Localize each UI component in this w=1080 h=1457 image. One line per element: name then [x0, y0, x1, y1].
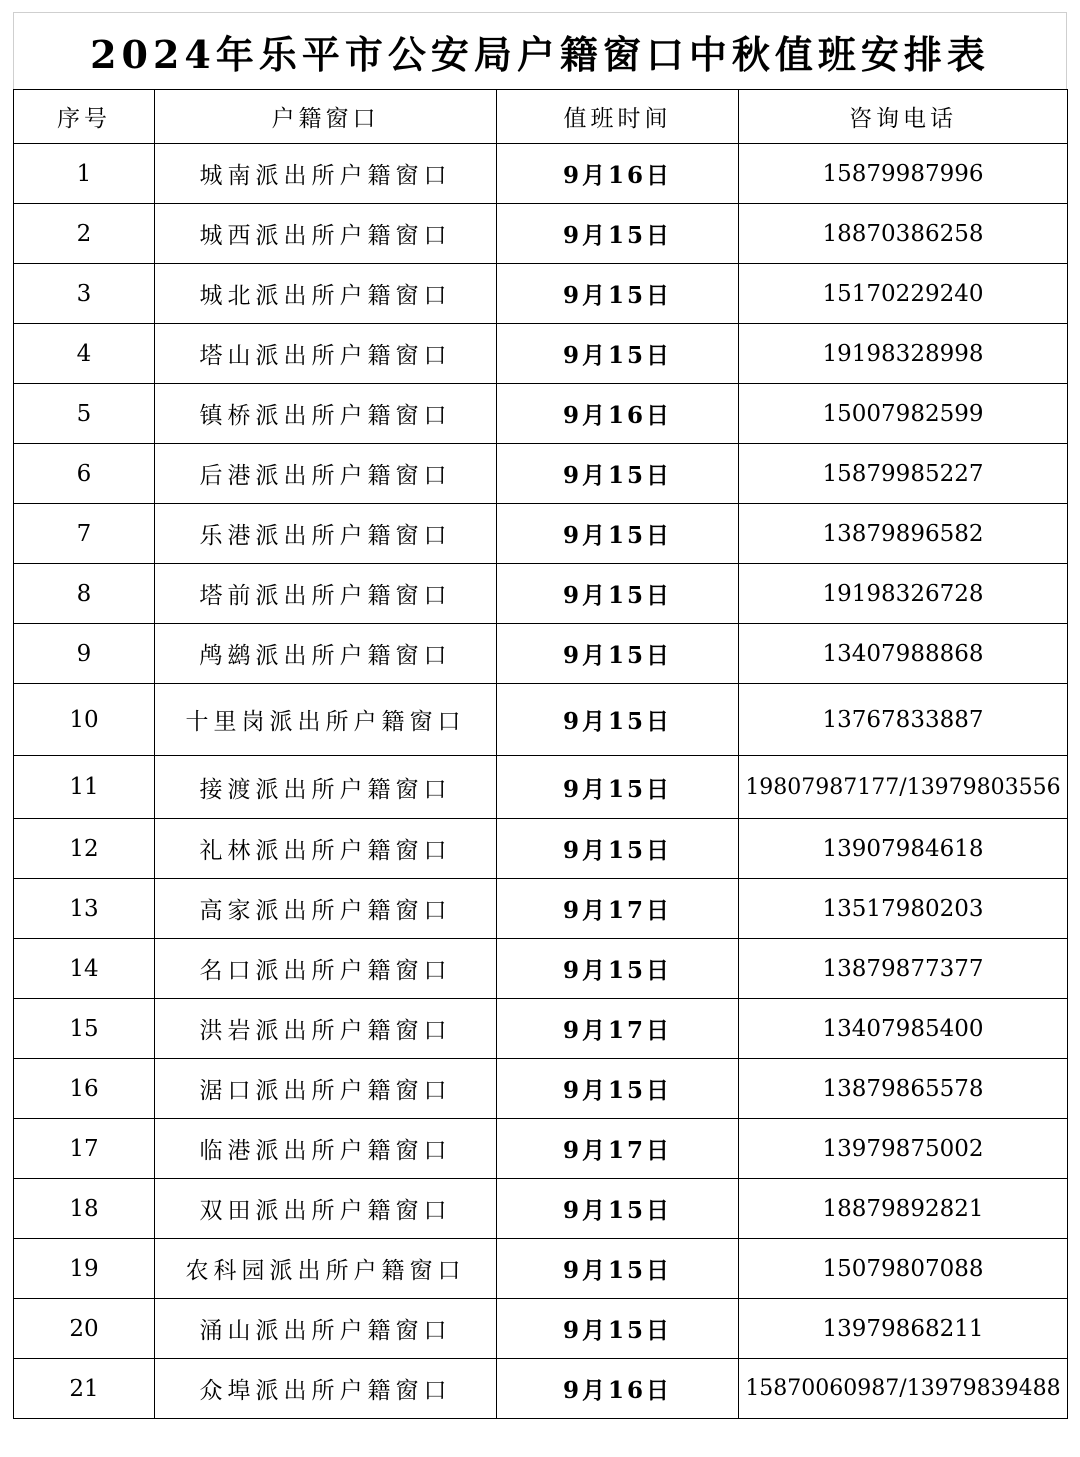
- table-row: [14, 756, 1068, 819]
- cell-duty-date: 9月15日: [497, 204, 739, 264]
- cell-window: 十里岗派出所户籍窗口: [155, 684, 497, 756]
- cell-phone: 19198326728: [739, 564, 1068, 624]
- table-row: [14, 144, 1068, 204]
- cell-number: 14: [14, 939, 155, 999]
- cell-duty-date: 9月15日: [497, 939, 739, 999]
- cell-number: 11: [14, 756, 155, 819]
- cell-duty-date: 9月15日: [497, 684, 739, 756]
- cell-number: 2: [14, 204, 155, 264]
- cell-number: 21: [14, 1359, 155, 1419]
- table-row: [14, 504, 1068, 564]
- cell-phone: 15007982599: [739, 384, 1068, 444]
- cell-number: 7: [14, 504, 155, 564]
- cell-window: 高家派出所户籍窗口: [155, 879, 497, 939]
- cell-phone: 18879892821: [739, 1179, 1068, 1239]
- table-row: [14, 1359, 1068, 1419]
- cell-phone: 15870060987/13979839488: [739, 1359, 1068, 1419]
- cell-number: 9: [14, 624, 155, 684]
- cell-number: 19: [14, 1239, 155, 1299]
- title-box: [13, 12, 1067, 90]
- cell-window: 镇桥派出所户籍窗口: [155, 384, 497, 444]
- table-row: [14, 1179, 1068, 1239]
- cell-window: 塔前派出所户籍窗口: [155, 564, 497, 624]
- cell-window: 涌山派出所户籍窗口: [155, 1299, 497, 1359]
- table-row: [14, 1299, 1068, 1359]
- header-number: 序号: [14, 90, 155, 144]
- cell-window: 涺口派出所户籍窗口: [155, 1059, 497, 1119]
- table-row: [14, 879, 1068, 939]
- table-row: [14, 444, 1068, 504]
- cell-window: 临港派出所户籍窗口: [155, 1119, 497, 1179]
- cell-number: 1: [14, 144, 155, 204]
- cell-number: 10: [14, 684, 155, 756]
- cell-duty-date: 9月15日: [497, 1239, 739, 1299]
- cell-window: 洪岩派出所户籍窗口: [155, 999, 497, 1059]
- cell-number: 20: [14, 1299, 155, 1359]
- cell-number: 15: [14, 999, 155, 1059]
- cell-duty-date: 9月15日: [497, 324, 739, 384]
- cell-phone: 19198328998: [739, 324, 1068, 384]
- cell-duty-date: 9月15日: [497, 624, 739, 684]
- cell-number: 13: [14, 879, 155, 939]
- table-row: [14, 324, 1068, 384]
- header-duty-time: 值班时间: [497, 90, 739, 144]
- cell-number: 6: [14, 444, 155, 504]
- cell-window: 鸬鹚派出所户籍窗口: [155, 624, 497, 684]
- cell-phone: 15879985227: [739, 444, 1068, 504]
- cell-number: 16: [14, 1059, 155, 1119]
- cell-duty-date: 9月17日: [497, 879, 739, 939]
- table-row: [14, 1059, 1068, 1119]
- table-header-row: [14, 90, 1068, 144]
- cell-number: 8: [14, 564, 155, 624]
- header-window: 户籍窗口: [155, 90, 497, 144]
- cell-number: 3: [14, 264, 155, 324]
- cell-window: 接渡派出所户籍窗口: [155, 756, 497, 819]
- table-row: [14, 264, 1068, 324]
- cell-duty-date: 9月16日: [497, 144, 739, 204]
- table-row: [14, 384, 1068, 444]
- cell-window: 后港派出所户籍窗口: [155, 444, 497, 504]
- cell-duty-date: 9月15日: [497, 756, 739, 819]
- cell-window: 众埠派出所户籍窗口: [155, 1359, 497, 1419]
- duty-roster-table: [13, 89, 1068, 1419]
- cell-phone: 18870386258: [739, 204, 1068, 264]
- cell-duty-date: 9月15日: [497, 1179, 739, 1239]
- page-title: 2024年乐平市公安局户籍窗口中秋值班安排表: [90, 32, 990, 77]
- cell-number: 5: [14, 384, 155, 444]
- cell-window: 礼林派出所户籍窗口: [155, 819, 497, 879]
- cell-duty-date: 9月17日: [497, 1119, 739, 1179]
- cell-duty-date: 9月16日: [497, 1359, 739, 1419]
- cell-window: 塔山派出所户籍窗口: [155, 324, 497, 384]
- cell-phone: 13517980203: [739, 879, 1068, 939]
- cell-duty-date: 9月15日: [497, 1059, 739, 1119]
- cell-phone: 13879865578: [739, 1059, 1068, 1119]
- cell-number: 12: [14, 819, 155, 879]
- cell-number: 4: [14, 324, 155, 384]
- cell-duty-date: 9月15日: [497, 819, 739, 879]
- cell-window: 城西派出所户籍窗口: [155, 204, 497, 264]
- cell-phone: 15170229240: [739, 264, 1068, 324]
- table-row: [14, 819, 1068, 879]
- table-row: [14, 204, 1068, 264]
- cell-window: 双田派出所户籍窗口: [155, 1179, 497, 1239]
- cell-window: 城北派出所户籍窗口: [155, 264, 497, 324]
- header-phone: 咨询电话: [739, 90, 1068, 144]
- cell-duty-date: 9月17日: [497, 999, 739, 1059]
- cell-duty-date: 9月15日: [497, 444, 739, 504]
- cell-duty-date: 9月15日: [497, 504, 739, 564]
- cell-phone: 13979875002: [739, 1119, 1068, 1179]
- table-row: [14, 1119, 1068, 1179]
- table-row: [14, 939, 1068, 999]
- cell-phone: 13907984618: [739, 819, 1068, 879]
- table-row: [14, 999, 1068, 1059]
- cell-phone: 13407988868: [739, 624, 1068, 684]
- cell-window: 农科园派出所户籍窗口: [155, 1239, 497, 1299]
- cell-phone: 15879987996: [739, 144, 1068, 204]
- cell-duty-date: 9月15日: [497, 1299, 739, 1359]
- cell-number: 18: [14, 1179, 155, 1239]
- cell-phone: 13979868211: [739, 1299, 1068, 1359]
- cell-phone: 19807987177/13979803556: [739, 756, 1068, 819]
- cell-phone: 13407985400: [739, 999, 1068, 1059]
- cell-number: 17: [14, 1119, 155, 1179]
- cell-window: 乐港派出所户籍窗口: [155, 504, 497, 564]
- cell-phone: 13879877377: [739, 939, 1068, 999]
- cell-duty-date: 9月15日: [497, 564, 739, 624]
- cell-phone: 13767833887: [739, 684, 1068, 756]
- cell-duty-date: 9月15日: [497, 264, 739, 324]
- table-row: [14, 684, 1068, 756]
- table-body: [14, 144, 1068, 1419]
- table-row: [14, 1239, 1068, 1299]
- cell-phone: 13879896582: [739, 504, 1068, 564]
- table-row: [14, 564, 1068, 624]
- cell-phone: 15079807088: [739, 1239, 1068, 1299]
- cell-window: 城南派出所户籍窗口: [155, 144, 497, 204]
- table-row: [14, 624, 1068, 684]
- cell-window: 名口派出所户籍窗口: [155, 939, 497, 999]
- cell-duty-date: 9月16日: [497, 384, 739, 444]
